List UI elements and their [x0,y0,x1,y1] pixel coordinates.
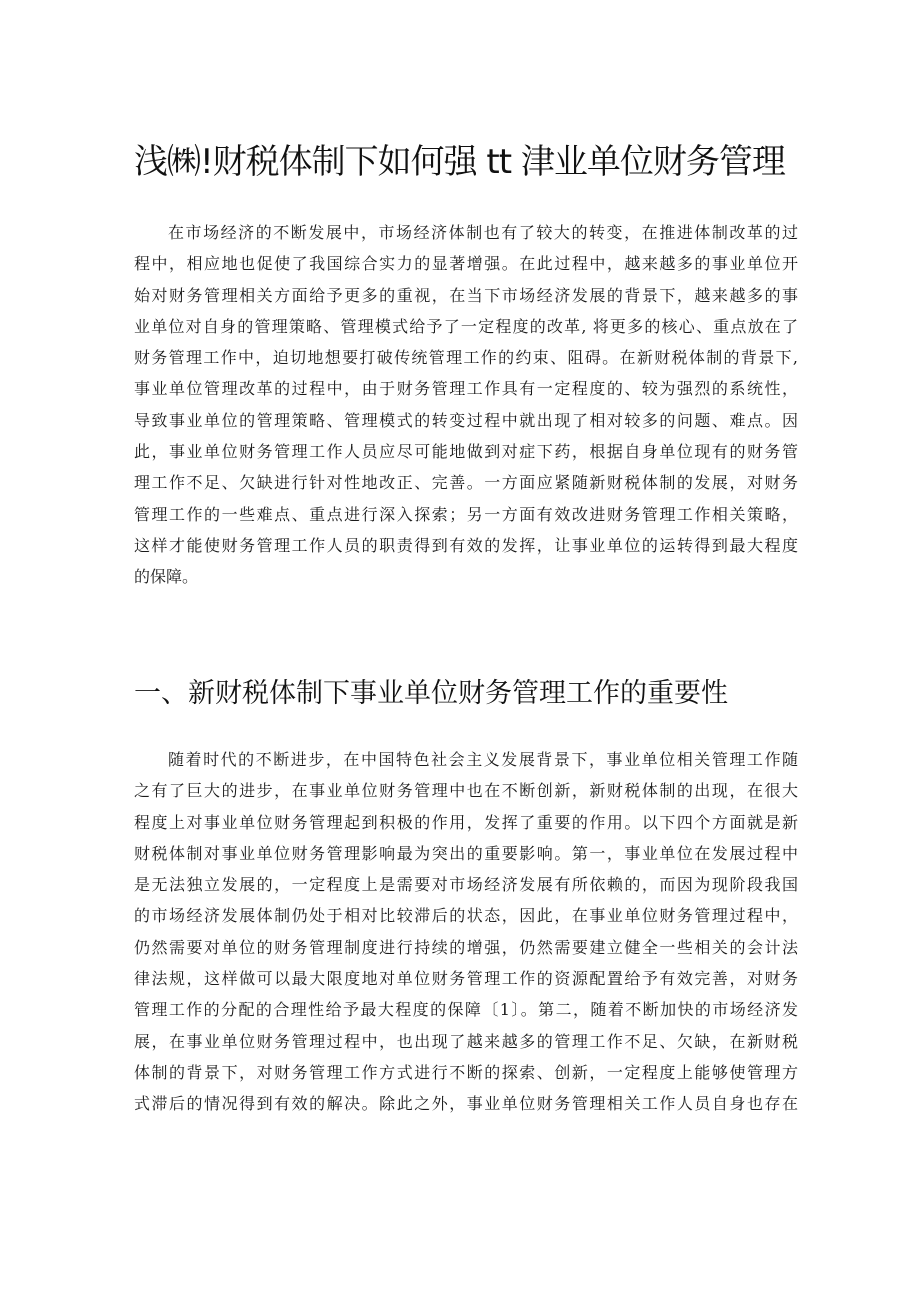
paragraph-line: 事业单位管理改革的过程中，由于财务管理工作具有一定程度的、较为强烈的系统性， [134,379,798,399]
paragraph-line: 展，在事业单位财务管理过程中，也出现了越来越多的管理工作不足、欠缺，在新财税 [134,1031,798,1051]
paragraph-line: 律法规，这样做可以最大限度地对单位财务管理工作的资源配置给予有效完善，对财务 [134,969,798,989]
paragraph-line: 财务管理工作中，迫切地想要打破传统管理工作的约束、阻碍。在新财税体制的背景下, [134,348,798,368]
paragraph-line: 的市场经济发展体制仍处于相对比较滞后的状态，因此，在事业单位财务管理过程中， [134,906,798,926]
paragraph-line: 的保障。 [134,567,199,587]
paragraph-line: 始对财务管理相关方面给予更多的重视，在当下市场经济发展的背景下，越来越多的事 [134,285,798,305]
paragraph-line: 式滞后的情况得到有效的解决。除此之外，事业单位财务管理相关工作人员自身也存在 [134,1094,798,1114]
paragraph-line: 这样才能使财务管理工作人员的职责得到有效的发挥，让事业单位的运转得到最大程度 [134,535,798,555]
paragraph-line: 在市场经济的不断发展中，市场经济体制也有了较大的转变，在推进体制改革的过 [168,223,798,242]
paragraph-line: 程中，相应地也促使了我国综合实力的显著增强。在此过程中，越来越多的事业单位开 [134,254,798,274]
paragraph-line: 仍然需要对单位的财务管理制度进行持续的增强，仍然需要建立健全一些相关的会计法 [134,937,798,957]
section-paragraph [134,744,798,1120]
paragraph-line: 是无法独立发展的，一定程度上是需要对市场经济发展有所依赖的，而因为现阶段我国 [134,875,798,895]
paragraph-line: 随着时代的不断进步，在中国特色社会主义发展背景下，事业单位相关管理工作随 [168,750,798,769]
paragraph-line: 财税体制对事业单位财务管理影响最为突出的重要影响。第一，事业单位在发展过程中 [134,843,798,863]
paragraph-line: 导致事业单位的管理策略、管理模式的转变过程中就出现了相对较多的问题、难点。因 [134,410,798,430]
intro-paragraph [134,217,798,593]
paragraph-line: 理工作不足、欠缺进行针对性地改正、完善。一方面应紧随新财税体制的发展，对财务 [134,473,798,493]
paragraph-line: 管理工作的一些难点、重点进行深入探索；另一方面有效改进财务管理工作相关策略， [134,504,798,524]
paragraph-line: 体制的背景下，对财务管理工作方式进行不断的探索、创新，一定程度上能够使管理方 [134,1062,798,1082]
paragraph-line: 此，事业单位财务管理工作人员应尽可能地做到对症下药，根据自身单位现有的财务管 [134,442,798,462]
section-heading: 一、新财税体制下事业单位财务管理工作的重要性 [134,678,728,709]
paragraph-line: 业单位对自身的管理策略、管理模式给予了一定程度的改革, 将更多的核心、重点放在了 [134,316,798,336]
paragraph-line: 管理工作的分配的合理性给予最大程度的保障〔1〕。第二，随着不断加快的市场经济发 [134,1000,798,1020]
paragraph-line: 之有了巨大的进步，在事业单位财务管理中也在不断创新，新财税体制的出现，在很大 [134,781,798,801]
document-title: 浅㈱!财税体制下如何强 tt 津业单位财务管理 [134,142,785,182]
paragraph-line: 程度上对事业单位财务管理起到积极的作用，发挥了重要的作用。以下四个方面就是新 [134,812,798,832]
